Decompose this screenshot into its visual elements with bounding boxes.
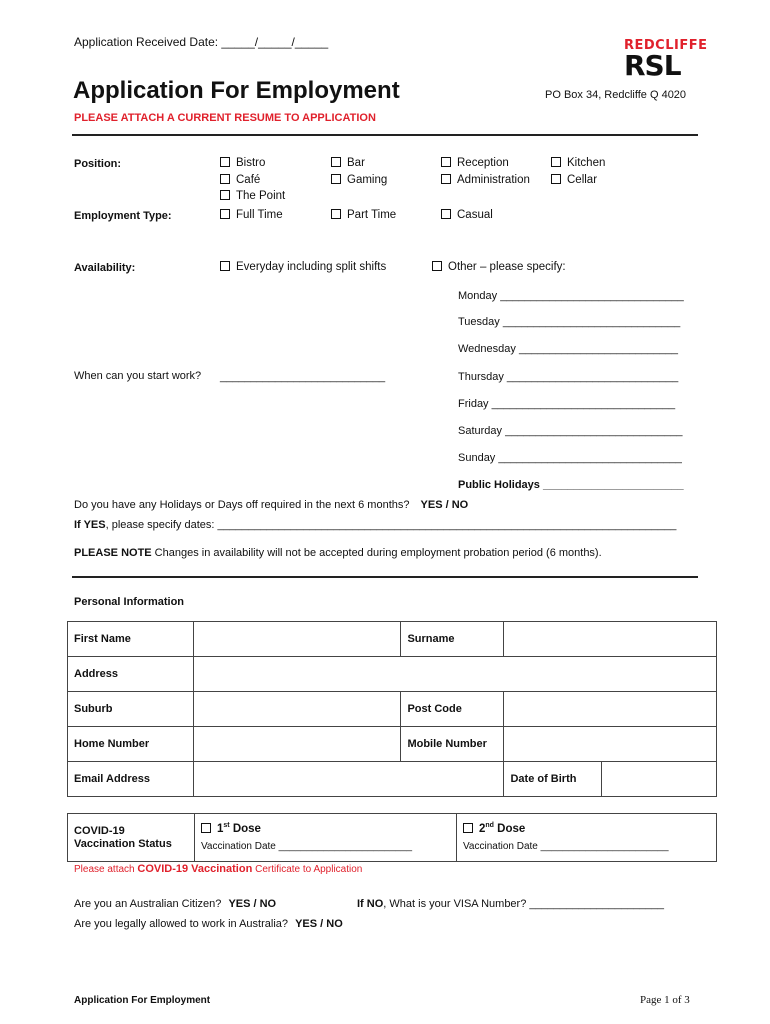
po-box-address: PO Box 34, Redcliffe Q 4020 <box>545 89 687 101</box>
checkbox[interactable] <box>220 174 230 184</box>
option-the-point[interactable]: The Point <box>220 190 285 202</box>
covid-attach-notice: Please attach COVID-19 Vaccination Certificate to Application <box>74 863 363 875</box>
checkbox[interactable] <box>551 157 561 167</box>
citizen-question: Are you an Australian Citizen? YES / NO <box>74 898 277 910</box>
surname-label: Surname <box>401 622 504 657</box>
holidays-dates-line[interactable]: If YES, please specify dates: ___________________________________________________________________________ <box>74 519 677 531</box>
covid-table <box>67 813 717 862</box>
start-work-label: When can you start work? <box>74 370 202 382</box>
personal-info-heading: Personal Information <box>74 596 185 608</box>
option-administration[interactable]: Administration <box>441 174 530 186</box>
first-dose-cell[interactable] <box>195 814 457 862</box>
holidays-yes-no[interactable]: YES / NO <box>420 499 469 511</box>
day-thursday[interactable]: Thursday ____________________________ <box>458 371 679 383</box>
option-bar[interactable]: Bar <box>331 157 365 169</box>
option-reception[interactable]: Reception <box>441 157 509 169</box>
day-wednesday[interactable]: Wednesday __________________________ <box>458 343 679 355</box>
suburb-field[interactable] <box>193 692 401 727</box>
checkbox[interactable] <box>220 157 230 167</box>
option-part-time[interactable]: Part Time <box>331 209 396 221</box>
checkbox[interactable] <box>463 823 473 833</box>
checkbox[interactable] <box>441 209 451 219</box>
attach-resume-notice: PLEASE ATTACH A CURRENT RESUME TO APPLICATION <box>74 112 376 124</box>
dob-label: Date of Birth <box>504 762 602 797</box>
checkbox[interactable] <box>220 190 230 200</box>
option-everyday[interactable]: Everyday including split shifts <box>220 261 386 273</box>
public-holidays[interactable]: Public Holidays _______________________ <box>458 479 684 491</box>
start-work-field[interactable]: ___________________________ <box>220 371 386 383</box>
first-name-field[interactable] <box>193 622 401 657</box>
day-saturday[interactable]: Saturday _____________________________ <box>458 425 683 437</box>
checkbox[interactable] <box>201 823 211 833</box>
checkbox[interactable] <box>441 157 451 167</box>
first-name-label: First Name <box>68 622 194 657</box>
second-dose-cell[interactable] <box>457 814 717 862</box>
checkbox[interactable] <box>331 209 341 219</box>
option-casual[interactable]: Casual <box>441 209 493 221</box>
table-row <box>68 762 717 797</box>
availability-label: Availability: <box>74 262 136 274</box>
address-label: Address <box>68 657 194 692</box>
day-tuesday[interactable]: Tuesday _____________________________ <box>458 316 681 328</box>
mobile-number-label: Mobile Number <box>401 727 504 762</box>
position-label: Position: <box>74 158 122 170</box>
post-code-field[interactable] <box>504 692 717 727</box>
option-bistro[interactable]: Bistro <box>220 157 265 169</box>
probation-note: PLEASE NOTE Changes in availability will not be accepted during employment probation period (6 months). <box>74 547 602 559</box>
redcliffe-rsl-logo <box>624 38 708 82</box>
email-field[interactable] <box>193 762 504 797</box>
second-dose-date[interactable]: Vaccination Date _______________________ <box>463 840 669 852</box>
post-code-label: Post Code <box>401 692 504 727</box>
first-dose-option[interactable]: 1st Dose <box>201 822 456 835</box>
dob-field[interactable] <box>602 762 717 797</box>
legal-work-question: Are you legally allowed to work in Australia? YES / NO <box>74 918 343 930</box>
checkbox[interactable] <box>220 261 230 271</box>
day-monday[interactable]: Monday ______________________________ <box>458 290 684 302</box>
received-date-line: Application Received Date: _____/_____/_____ <box>74 35 329 49</box>
divider-top <box>72 134 698 136</box>
legal-work-yes-no[interactable]: YES / NO <box>295 918 343 930</box>
checkbox[interactable] <box>432 261 442 271</box>
visa-number-line[interactable]: If NO, What is your VISA Number? ______________________ <box>357 898 664 910</box>
option-cellar[interactable]: Cellar <box>551 174 597 186</box>
checkbox[interactable] <box>220 209 230 219</box>
first-dose-date[interactable]: Vaccination Date ________________________ <box>201 840 413 852</box>
table-row <box>68 692 717 727</box>
holidays-question: Do you have any Holidays or Days off required in the next 6 months? YES / NO <box>74 499 469 511</box>
checkbox[interactable] <box>441 174 451 184</box>
logo-top-text: REDCLIFFE <box>624 38 708 53</box>
option-full-time[interactable]: Full Time <box>220 209 283 221</box>
page-title: Application For Employment <box>73 77 400 104</box>
address-field[interactable] <box>193 657 717 692</box>
checkbox[interactable] <box>331 174 341 184</box>
day-friday[interactable]: Friday ______________________________ <box>458 398 676 410</box>
table-row <box>68 814 717 862</box>
second-dose-option[interactable]: 2nd Dose <box>463 822 716 835</box>
covid-status-label: COVID-19 Vaccination Status <box>68 814 195 862</box>
logo-main-text: RSL <box>624 49 681 82</box>
table-row <box>68 622 717 657</box>
option-kitchen[interactable]: Kitchen <box>551 157 605 169</box>
home-number-label: Home Number <box>68 727 194 762</box>
page-number: Page 1 of 3 <box>640 994 690 1006</box>
citizen-yes-no[interactable]: YES / NO <box>228 898 277 910</box>
option-cafe[interactable]: Café <box>220 174 260 186</box>
suburb-label: Suburb <box>68 692 194 727</box>
footer-title: Application For Employment <box>74 995 211 1006</box>
option-other[interactable]: Other – please specify: <box>432 261 566 273</box>
divider-middle <box>72 576 698 578</box>
table-row <box>68 727 717 762</box>
option-gaming[interactable]: Gaming <box>331 174 387 186</box>
day-sunday[interactable]: Sunday ______________________________ <box>458 452 682 464</box>
personal-info-table <box>67 621 717 797</box>
email-label: Email Address <box>68 762 194 797</box>
surname-field[interactable] <box>504 622 717 657</box>
checkbox[interactable] <box>551 174 561 184</box>
checkbox[interactable] <box>331 157 341 167</box>
employment-type-label: Employment Type: <box>74 210 172 222</box>
home-number-field[interactable] <box>193 727 401 762</box>
mobile-number-field[interactable] <box>504 727 717 762</box>
table-row <box>68 657 717 692</box>
